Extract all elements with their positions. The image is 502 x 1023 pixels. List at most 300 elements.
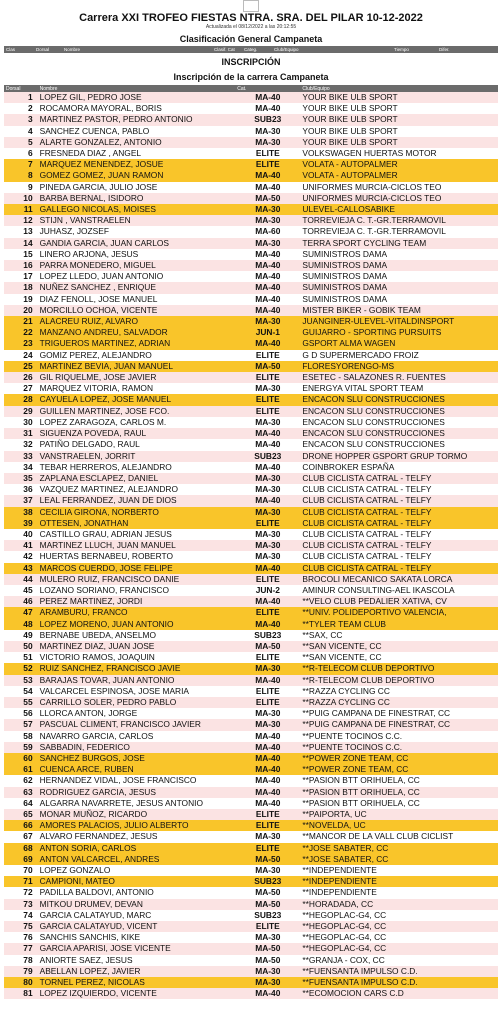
- row-club: **HEGOPLAC-G4, CC: [300, 921, 498, 932]
- row-club: **UNIV. POLIDEPORTIVO VALENCIA,: [300, 607, 498, 618]
- row-category: MA-40: [235, 731, 300, 742]
- row-category: ELITE: [235, 394, 300, 405]
- row-club: CLUB CICLISTA CATRAL - TELFY: [300, 473, 498, 484]
- row-category: SUB23: [235, 114, 300, 125]
- table-row: [4, 114, 498, 125]
- row-dorsal: 78: [4, 955, 38, 966]
- row-name: GARCIA CALATAYUD, MARC: [38, 910, 236, 921]
- table-row: [4, 607, 498, 618]
- row-club: ENCACON SLU CONSTRUCCIONES: [300, 417, 498, 428]
- row-dorsal: 49: [4, 630, 38, 641]
- row-category: MA-30: [235, 215, 300, 226]
- row-name: MULERO RUIZ, FRANCISCO DANIE: [38, 574, 236, 585]
- row-category: ELITE: [235, 686, 300, 697]
- table-row: [4, 260, 498, 271]
- table-header-row: [4, 85, 498, 92]
- row-club: **NOVELDA, UC: [300, 820, 498, 831]
- header-cat: Cat.: [235, 85, 300, 92]
- row-club: **PASION BTT ORIHUELA, CC: [300, 775, 498, 786]
- row-category: MA-40: [235, 271, 300, 282]
- row-club: YOUR BIKE ULB SPORT: [300, 103, 498, 114]
- row-dorsal: 34: [4, 462, 38, 473]
- table-row: [4, 473, 498, 484]
- row-name: MARCOS CUERDO, JOSE FELIPE: [38, 563, 236, 574]
- table-row: [4, 540, 498, 551]
- row-dorsal: 40: [4, 529, 38, 540]
- row-dorsal: 55: [4, 697, 38, 708]
- row-club: **HEGOPLAC-G4, CC: [300, 910, 498, 921]
- row-name: RUIZ SANCHEZ, FRANCISCO JAVIE: [38, 663, 236, 674]
- row-dorsal: 68: [4, 843, 38, 854]
- row-dorsal: 11: [4, 204, 38, 215]
- row-dorsal: 38: [4, 507, 38, 518]
- table-row: [4, 619, 498, 630]
- row-category: ELITE: [235, 148, 300, 159]
- row-club: ENCACON SLU CONSTRUCCIONES: [300, 394, 498, 405]
- row-name: GOMIZ PEREZ, ALEJANDRO: [38, 350, 236, 361]
- table-row: [4, 899, 498, 910]
- col-clasif-cat: Clasif. Cat: [214, 47, 235, 52]
- row-name: GOMEZ GOMEZ, JUAN RAMON: [38, 170, 236, 181]
- row-name: STIJN , VANSTRAELEN: [38, 215, 236, 226]
- row-club: **R-TELECOM CLUB DEPORTIVO: [300, 675, 498, 686]
- row-name: ALGARRA NAVARRETE, JESUS ANTONIO: [38, 798, 236, 809]
- row-name: NUÑEZ SANCHEZ , ENRIQUE: [38, 282, 236, 293]
- table-row: [4, 787, 498, 798]
- row-name: MARTINEZ LLUCH, JUAN MANUEL: [38, 540, 236, 551]
- row-category: MA-50: [235, 955, 300, 966]
- row-category: MA-30: [235, 383, 300, 394]
- row-category: SUB23: [235, 630, 300, 641]
- row-category: MA-30: [235, 137, 300, 148]
- row-dorsal: 1: [4, 92, 38, 103]
- row-club: VOLATA - AUTOPALMER: [300, 170, 498, 181]
- row-club: GUIJARRO - SPORTING PURSUITS: [300, 327, 498, 338]
- row-dorsal: 39: [4, 518, 38, 529]
- row-dorsal: 61: [4, 764, 38, 775]
- col-difer: Difer.: [439, 47, 450, 52]
- row-name: PARRA MONEDERO, MIGUEL: [38, 260, 236, 271]
- row-category: MA-50: [235, 854, 300, 865]
- row-category: MA-40: [235, 249, 300, 260]
- row-club: **HEGOPLAC-G4, CC: [300, 932, 498, 943]
- row-category: MA-50: [235, 361, 300, 372]
- row-club: CLUB CICLISTA CATRAL - TELFY: [300, 540, 498, 551]
- row-category: ELITE: [235, 350, 300, 361]
- table-row: [4, 148, 498, 159]
- row-dorsal: 8: [4, 170, 38, 181]
- row-category: MA-30: [235, 551, 300, 562]
- row-dorsal: 48: [4, 619, 38, 630]
- row-club: **INDEPENDIENTE: [300, 876, 498, 887]
- row-name: MARTINEZ DIAZ, JUAN JOSE: [38, 641, 236, 652]
- row-dorsal: 3: [4, 114, 38, 125]
- row-dorsal: 6: [4, 148, 38, 159]
- row-club: TERRA SPORT CYCLING TEAM: [300, 238, 498, 249]
- row-category: MA-30: [235, 719, 300, 730]
- row-category: MA-30: [235, 473, 300, 484]
- row-category: MA-30: [235, 865, 300, 876]
- row-dorsal: 5: [4, 137, 38, 148]
- row-club: **PUIG CAMPANA DE FINESTRAT, CC: [300, 708, 498, 719]
- table-row: [4, 731, 498, 742]
- row-name: ALARTE GONZALEZ, ANTONIO: [38, 137, 236, 148]
- table-row: [4, 697, 498, 708]
- table-row: [4, 170, 498, 181]
- row-category: MA-30: [235, 316, 300, 327]
- row-club: SUMINISTROS DAMA: [300, 260, 498, 271]
- row-category: MA-40: [235, 294, 300, 305]
- row-club: YOUR BIKE ULB SPORT: [300, 114, 498, 125]
- row-club: SUMINISTROS DAMA: [300, 282, 498, 293]
- table-row: [4, 663, 498, 674]
- table-row: [4, 955, 498, 966]
- row-dorsal: 67: [4, 831, 38, 842]
- row-club: **JOSE SABATER, CC: [300, 854, 498, 865]
- row-dorsal: 50: [4, 641, 38, 652]
- row-dorsal: 56: [4, 708, 38, 719]
- row-category: JUN-2: [235, 585, 300, 596]
- row-dorsal: 27: [4, 383, 38, 394]
- row-category: MA-40: [235, 182, 300, 193]
- row-name: MARTINEZ PASTOR, PEDRO ANTONIO: [38, 114, 236, 125]
- row-dorsal: 65: [4, 809, 38, 820]
- row-club: G D SUPERMERCADO FROIZ: [300, 350, 498, 361]
- row-club: **FUENSANTA IMPULSO C.D.: [300, 966, 498, 977]
- table-row: [4, 641, 498, 652]
- table-row: [4, 574, 498, 585]
- row-category: MA-40: [235, 775, 300, 786]
- row-name: PATIÑO DELGADO, RAUL: [38, 439, 236, 450]
- row-club: **PUENTE TOCINOS C.C.: [300, 731, 498, 742]
- row-category: MA-50: [235, 887, 300, 898]
- row-club: **VELO CLUB PEDALIER XATIVA, CV: [300, 596, 498, 607]
- row-club: AMINUR CONSULTING-AEL IKASCOLA: [300, 585, 498, 596]
- row-dorsal: 41: [4, 540, 38, 551]
- row-dorsal: 73: [4, 899, 38, 910]
- row-name: ANIORTE SAEZ, JESUS: [38, 955, 236, 966]
- row-dorsal: 7: [4, 159, 38, 170]
- table-row: [4, 204, 498, 215]
- row-club: **SAN VICENTE, CC: [300, 652, 498, 663]
- table-row: [4, 742, 498, 753]
- row-club: SUMINISTROS DAMA: [300, 294, 498, 305]
- row-name: MORCILLO OCHOA, VICENTE: [38, 305, 236, 316]
- table-row: [4, 910, 498, 921]
- row-name: LOZANO SORIANO, FRANCISCO: [38, 585, 236, 596]
- row-dorsal: 60: [4, 753, 38, 764]
- row-dorsal: 25: [4, 361, 38, 372]
- row-dorsal: 14: [4, 238, 38, 249]
- row-club: **R-TELECOM CLUB DEPORTIVO: [300, 663, 498, 674]
- row-club: YOUR BIKE ULB SPORT: [300, 126, 498, 137]
- row-dorsal: 57: [4, 719, 38, 730]
- row-name: MARQUEZ VITORIA, RAMON: [38, 383, 236, 394]
- table-row: [4, 675, 498, 686]
- table-row: [4, 182, 498, 193]
- table-row: [4, 798, 498, 809]
- row-name: SIGUENZA POVEDA, RAUL: [38, 428, 236, 439]
- row-category: SUB23: [235, 876, 300, 887]
- row-name: MARTINEZ BEVIA, JUAN MANUEL: [38, 361, 236, 372]
- table-row: [4, 305, 498, 316]
- row-dorsal: 4: [4, 126, 38, 137]
- table-row: [4, 350, 498, 361]
- row-dorsal: 30: [4, 417, 38, 428]
- classification-column-header: [4, 46, 498, 53]
- row-dorsal: 77: [4, 943, 38, 954]
- col-nombre: Nombre: [64, 47, 81, 52]
- row-club: **POWER ZONE TEAM, CC: [300, 753, 498, 764]
- row-name: GARCIA APARISI, JOSE VICENTE: [38, 943, 236, 954]
- row-category: MA-30: [235, 484, 300, 495]
- row-category: MA-40: [235, 428, 300, 439]
- row-category: MA-30: [235, 126, 300, 137]
- row-club: FLORESYORENGO-MS: [300, 361, 498, 372]
- table-row: [4, 809, 498, 820]
- row-category: MA-50: [235, 641, 300, 652]
- row-category: ELITE: [235, 372, 300, 383]
- table-row: [4, 529, 498, 540]
- row-dorsal: 32: [4, 439, 38, 450]
- table-row: [4, 159, 498, 170]
- table-row: [4, 271, 498, 282]
- row-category: MA-40: [235, 619, 300, 630]
- row-dorsal: 76: [4, 932, 38, 943]
- row-club: CLUB CICLISTA CATRAL - TELFY: [300, 484, 498, 495]
- row-dorsal: 16: [4, 260, 38, 271]
- row-dorsal: 28: [4, 394, 38, 405]
- row-club: **GRANJA - COX, CC: [300, 955, 498, 966]
- row-dorsal: 19: [4, 294, 38, 305]
- row-name: TRIGUEROS MARTINEZ, ADRIAN: [38, 338, 236, 349]
- row-category: MA-30: [235, 663, 300, 674]
- table-row: [4, 876, 498, 887]
- page-title: Carrera XXI TROFEO FIESTAS NTRA. SRA. DEL PILAR 10-12-2022: [79, 12, 423, 24]
- row-category: MA-30: [235, 977, 300, 988]
- row-category: ELITE: [235, 159, 300, 170]
- row-dorsal: 66: [4, 820, 38, 831]
- row-dorsal: 13: [4, 226, 38, 237]
- row-club: YOUR BIKE ULB SPORT: [300, 137, 498, 148]
- row-dorsal: 43: [4, 563, 38, 574]
- row-dorsal: 44: [4, 574, 38, 585]
- row-dorsal: 22: [4, 327, 38, 338]
- row-name: MANZANO ANDREU, SALVADOR: [38, 327, 236, 338]
- row-club: ENCACON SLU CONSTRUCCIONES: [300, 406, 498, 417]
- row-dorsal: 81: [4, 988, 38, 999]
- row-category: MA-60: [235, 226, 300, 237]
- row-club: COINBROKER ESPAÑA: [300, 462, 498, 473]
- row-category: MA-30: [235, 417, 300, 428]
- row-name: CAYUELA LOPEZ, JOSE MANUEL: [38, 394, 236, 405]
- row-category: MA-40: [235, 338, 300, 349]
- row-category: MA-40: [235, 798, 300, 809]
- row-club: **INDEPENDIENTE: [300, 887, 498, 898]
- row-name: VICTORIO RAMOS, JOAQUIN: [38, 652, 236, 663]
- row-name: HERNANDEZ VIDAL, JOSE FRANCISCO: [38, 775, 236, 786]
- row-name: ARAMBURU, FRANCO: [38, 607, 236, 618]
- row-name: ZAPLANA ESCLAPEZ, DANIEL: [38, 473, 236, 484]
- row-name: GARCIA CALATAYUD, VICENT: [38, 921, 236, 932]
- section-subtitle: Inscripción de la carrera Campaneta: [173, 72, 329, 82]
- table-row: [4, 887, 498, 898]
- row-name: ALACREU RUIZ, ALVARO: [38, 316, 236, 327]
- row-dorsal: 47: [4, 607, 38, 618]
- row-club: **PAIPORTA, UC: [300, 809, 498, 820]
- row-club: **HORADADA, CC: [300, 899, 498, 910]
- row-club: ENCACON SLU CONSTRUCCIONES: [300, 439, 498, 450]
- row-club: **POWER ZONE TEAM, CC: [300, 764, 498, 775]
- table-row: [4, 563, 498, 574]
- row-name: GANDIA GARCIA, JUAN CARLOS: [38, 238, 236, 249]
- row-category: MA-50: [235, 193, 300, 204]
- row-dorsal: 70: [4, 865, 38, 876]
- table-row: [4, 215, 498, 226]
- row-name: CECILIA GIRONA, NORBERTO: [38, 507, 236, 518]
- row-category: MA-40: [235, 170, 300, 181]
- row-dorsal: 10: [4, 193, 38, 204]
- row-category: JUN-1: [235, 327, 300, 338]
- row-club: VOLATA - AUTOPALMER: [300, 159, 498, 170]
- row-name: NAVARRO GARCIA, CARLOS: [38, 731, 236, 742]
- table-row: [4, 238, 498, 249]
- row-category: SUB23: [235, 451, 300, 462]
- table-row: [4, 417, 498, 428]
- row-club: ENERGYA VITAL SPORT TEAM: [300, 383, 498, 394]
- row-dorsal: 52: [4, 663, 38, 674]
- row-category: MA-40: [235, 92, 300, 103]
- col-tiempo: Tiempo: [394, 47, 409, 52]
- row-category: ELITE: [235, 820, 300, 831]
- row-category: SUB23: [235, 910, 300, 921]
- row-dorsal: 72: [4, 887, 38, 898]
- row-club: **SAN VICENTE, CC: [300, 641, 498, 652]
- table-row: [4, 686, 498, 697]
- table-row: [4, 484, 498, 495]
- row-club: **JOSE SABATER, CC: [300, 843, 498, 854]
- row-dorsal: 36: [4, 484, 38, 495]
- row-dorsal: 79: [4, 966, 38, 977]
- row-name: CASTILLO GRAU, ADRIAN JESUS: [38, 529, 236, 540]
- table-row: [4, 865, 498, 876]
- row-name: LOPEZ GIL, PEDRO JOSE: [38, 92, 236, 103]
- table-row: [4, 394, 498, 405]
- row-name: LOPEZ ZARAGOZA, CARLOS M.: [38, 417, 236, 428]
- row-dorsal: 59: [4, 742, 38, 753]
- row-name: SANCHEZ CUENCA, PABLO: [38, 126, 236, 137]
- table-row: [4, 316, 498, 327]
- row-club: GSPORT ALMA WAGEN: [300, 338, 498, 349]
- row-club: UNIFORMES MURCIA-CICLOS TEO: [300, 182, 498, 193]
- row-club: **ECOMOCION CARS C.D: [300, 988, 498, 999]
- row-name: BARAJAS TOVAR, JUAN ANTONIO: [38, 675, 236, 686]
- row-dorsal: 31: [4, 428, 38, 439]
- table-row: [4, 383, 498, 394]
- row-category: ELITE: [235, 809, 300, 820]
- table-row: [4, 462, 498, 473]
- row-category: MA-40: [235, 282, 300, 293]
- row-club: BROCOLI MECANICO SAKATA LORCA: [300, 574, 498, 585]
- row-category: MA-40: [235, 596, 300, 607]
- table-row: [4, 820, 498, 831]
- row-category: ELITE: [235, 574, 300, 585]
- row-dorsal: 74: [4, 910, 38, 921]
- row-club: SUMINISTROS DAMA: [300, 271, 498, 282]
- table-row: [4, 932, 498, 943]
- row-dorsal: 20: [4, 305, 38, 316]
- row-dorsal: 64: [4, 798, 38, 809]
- header-dorsal: Dorsal: [4, 85, 38, 92]
- updated-timestamp: Actualizada el 08/12/2022 a las 20:12:55: [205, 24, 297, 30]
- table-row: [4, 406, 498, 417]
- row-name: GUILLEN MARTINEZ, JOSE FCO.: [38, 406, 236, 417]
- row-club: JUANGINER-ULEVEL-VITALDINSPORT: [300, 316, 498, 327]
- row-dorsal: 21: [4, 316, 38, 327]
- table-row: [4, 630, 498, 641]
- row-name: OTTESEN, JONATHAN: [38, 518, 236, 529]
- table-row: [4, 596, 498, 607]
- table-row: [4, 988, 498, 999]
- row-category: MA-30: [235, 238, 300, 249]
- row-club: CLUB CICLISTA CATRAL - TELFY: [300, 518, 498, 529]
- row-club: DRONE HOPPER GSPORT GRUP TORMO: [300, 451, 498, 462]
- row-club: **TYLER TEAM CLUB: [300, 619, 498, 630]
- row-club: **SAX, CC: [300, 630, 498, 641]
- row-dorsal: 42: [4, 551, 38, 562]
- table-row: [4, 507, 498, 518]
- row-name: VAZQUEZ MARTINEZ, ALEJANDRO: [38, 484, 236, 495]
- row-name: FRESNEDA DIAZ , ANGEL: [38, 148, 236, 159]
- row-name: ANTON SORIA, CARLOS: [38, 843, 236, 854]
- table-row: [4, 943, 498, 954]
- row-name: LEAL FERRANDEZ, JUAN DE DIOS: [38, 495, 236, 506]
- table-row: [4, 294, 498, 305]
- row-name: GALLEGO NICOLAS, MOISES: [38, 204, 236, 215]
- row-category: MA-40: [235, 753, 300, 764]
- row-club: VOLKSWAGEN HUERTAS MOTOR: [300, 148, 498, 159]
- row-dorsal: 71: [4, 876, 38, 887]
- table-row: [4, 103, 498, 114]
- row-dorsal: 33: [4, 451, 38, 462]
- row-name: CARRILLO SOLER, PEDRO PABLO: [38, 697, 236, 708]
- row-name: BARBA BERNAL, ISIDORO: [38, 193, 236, 204]
- row-name: HUERTAS BERNABEU, ROBERTO: [38, 551, 236, 562]
- row-name: ANTON VALCARCEL, ANDRES: [38, 854, 236, 865]
- table-row: [4, 764, 498, 775]
- row-category: MA-30: [235, 540, 300, 551]
- row-category: MA-40: [235, 675, 300, 686]
- row-club: CLUB CICLISTA CATRAL - TELFY: [300, 551, 498, 562]
- table-row: [4, 966, 498, 977]
- table-row: [4, 372, 498, 383]
- row-name: TEBAR HERREROS, ALEJANDRO: [38, 462, 236, 473]
- row-dorsal: 75: [4, 921, 38, 932]
- row-dorsal: 23: [4, 338, 38, 349]
- row-dorsal: 58: [4, 731, 38, 742]
- row-club: **INDEPENDIENTE: [300, 865, 498, 876]
- row-dorsal: 51: [4, 652, 38, 663]
- row-dorsal: 63: [4, 787, 38, 798]
- row-category: MA-40: [235, 462, 300, 473]
- row-name: SANCHEZ BURGOS, JOSE: [38, 753, 236, 764]
- row-category: MA-40: [235, 103, 300, 114]
- row-category: ELITE: [235, 697, 300, 708]
- row-category: MA-30: [235, 708, 300, 719]
- row-dorsal: 69: [4, 854, 38, 865]
- row-category: MA-40: [235, 260, 300, 271]
- row-name: LLORCA ANTON, JORGE: [38, 708, 236, 719]
